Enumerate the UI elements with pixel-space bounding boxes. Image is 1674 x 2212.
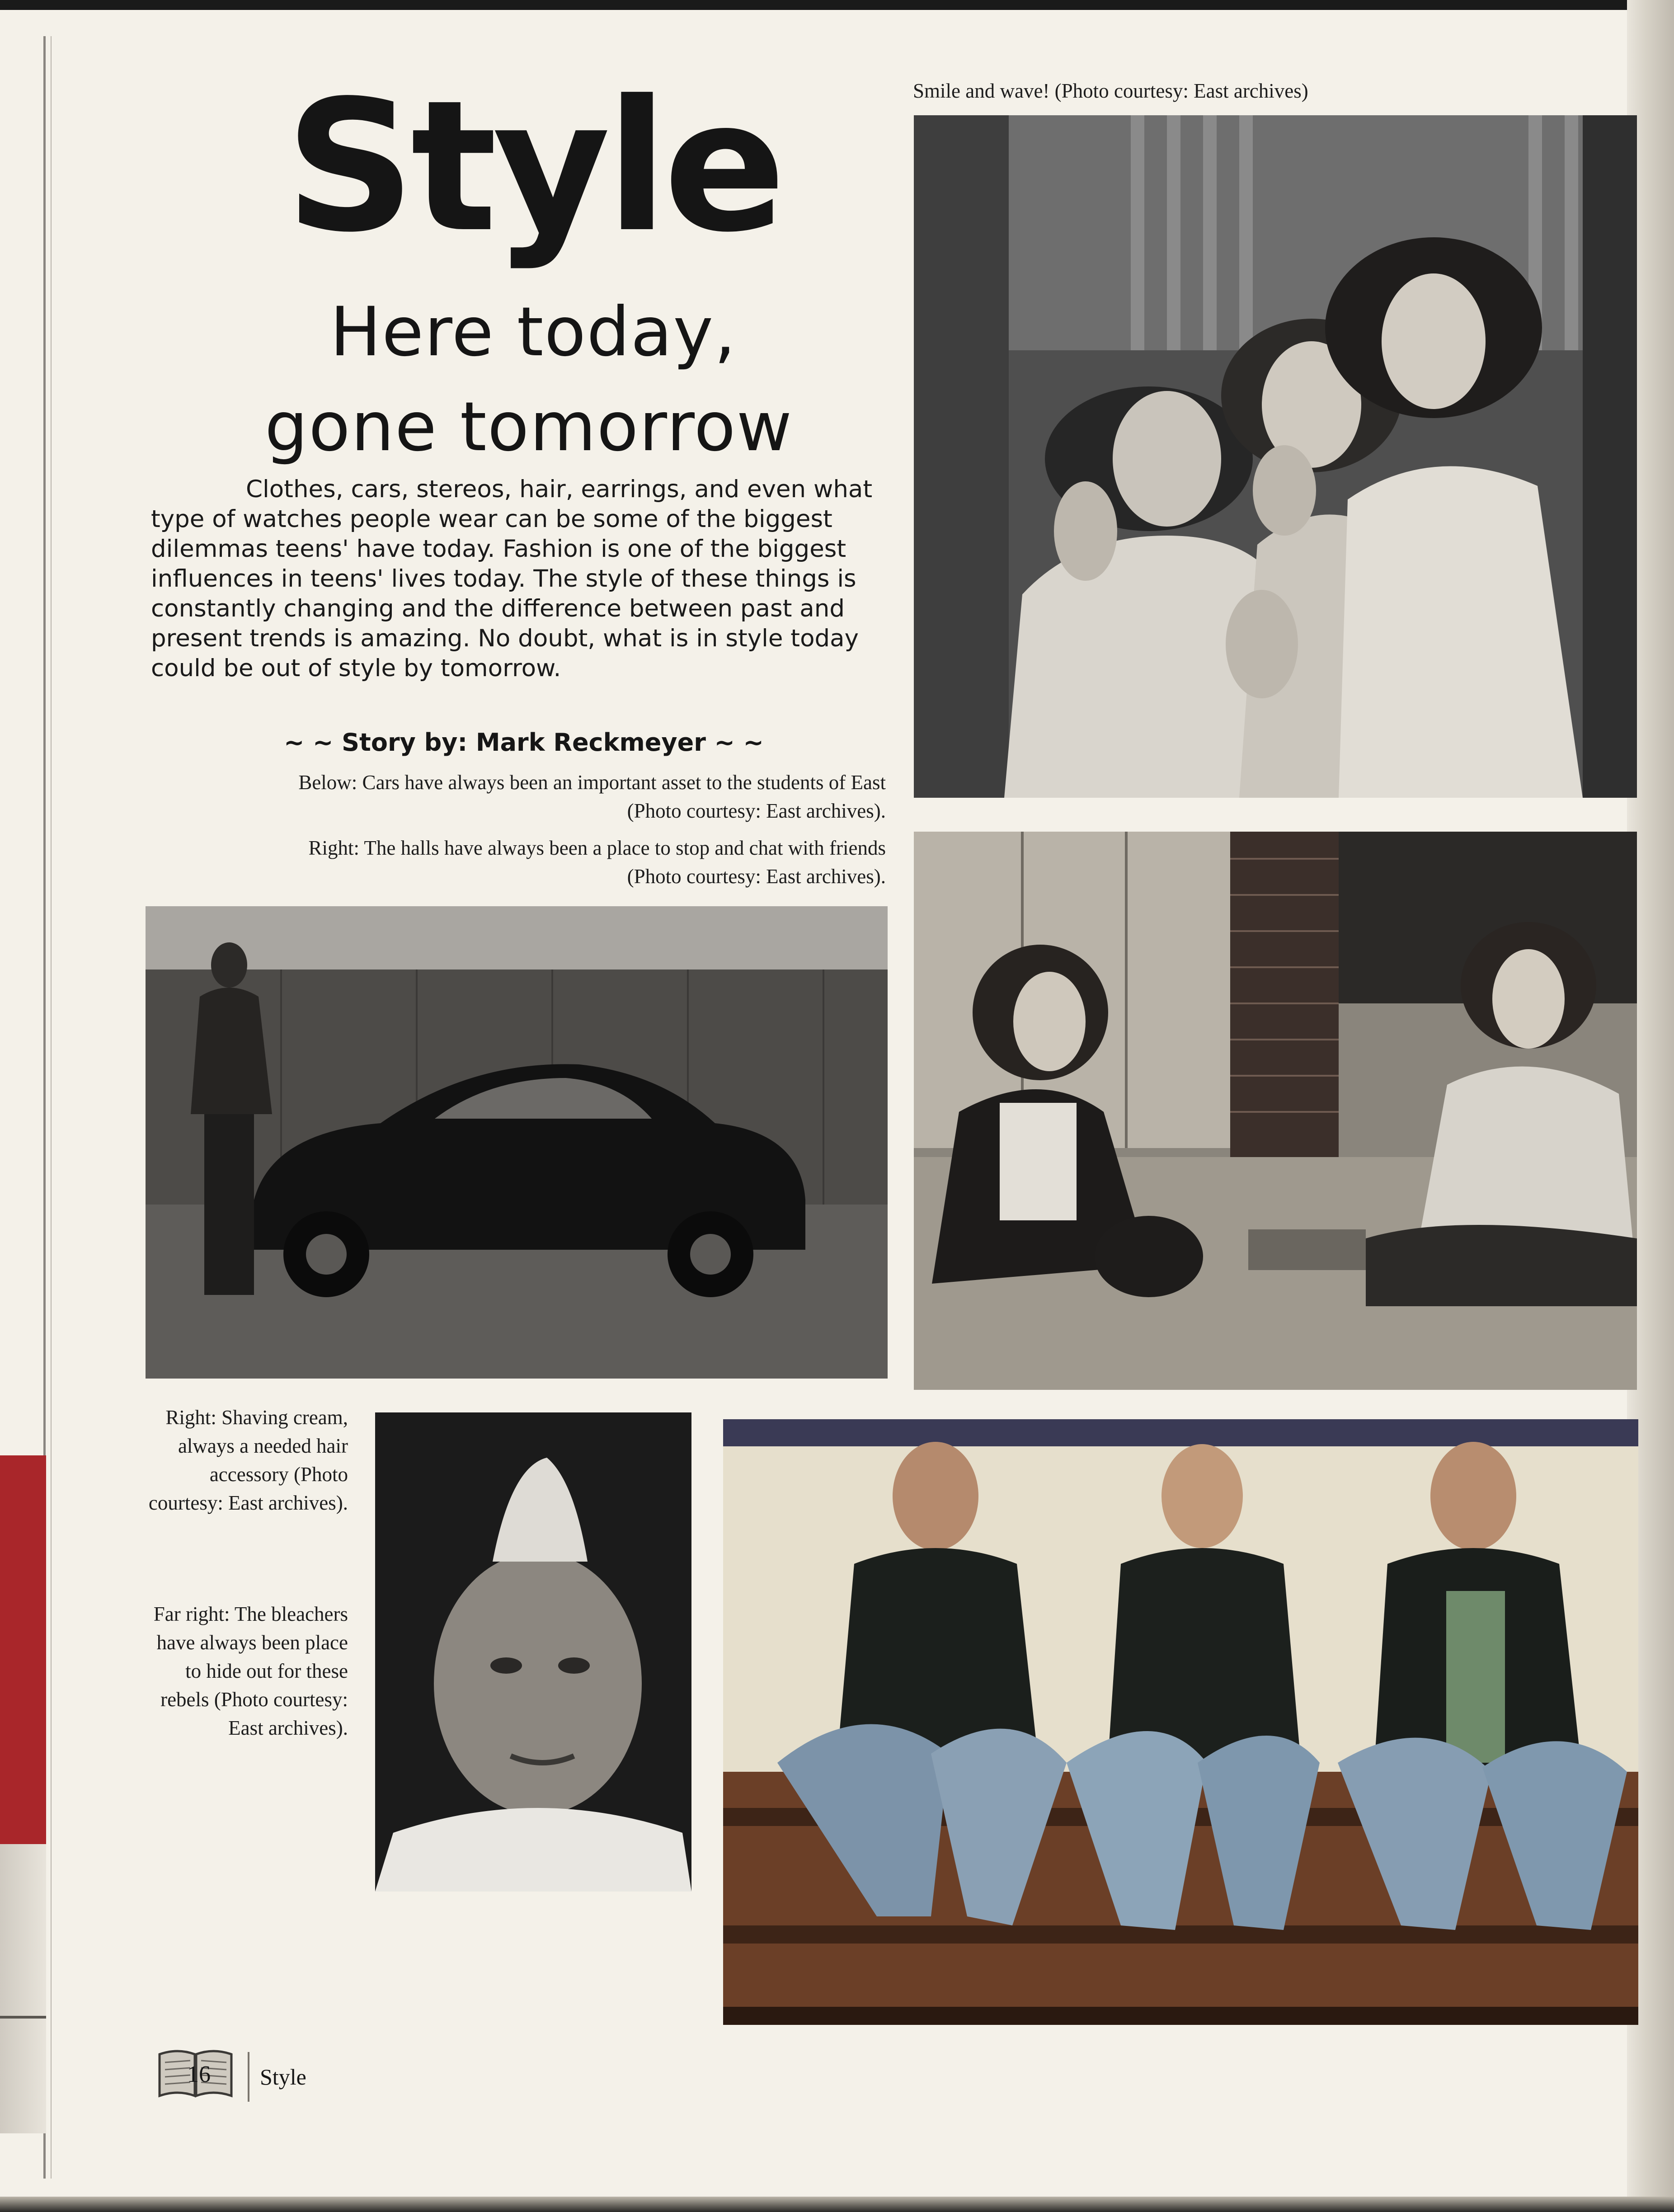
subtitle-line-2: gone tomorrow [264, 388, 793, 466]
page-number: 16 [187, 2061, 211, 2087]
caption-bleachers: Far right: The bleachers have always been place to hide out for these rebels (Photo courtesy: East archives). [153, 1603, 348, 1739]
caption-halls-line-1: Right: The halls have always been a place to stop and chat with friends [308, 837, 886, 859]
caption-halls-line-2: (Photo courtesy: East archives). [627, 865, 886, 888]
spine-mark [0, 2016, 46, 2019]
caption-cars-line-1: Below: Cars have always been an important asset to the students of East [298, 771, 886, 794]
caption-smile: Smile and wave! (Photo courtesy: East archives) [913, 80, 1308, 102]
photo-girls-waving [914, 115, 1637, 798]
story-paragraph: Clothes, cars, stereos, hair, earrings, and even what type of watches people wear can be some of the biggest dilemmas teens' have today. Fashion is one of the biggest influences in teens' lives today. The style of these things is constantly changing and the difference between past and present trends is amazing. No doubt, what is in style today could be out of style by tomorrow. [151, 475, 873, 682]
photo-shaving-cream-image [375, 1412, 691, 1892]
binding-line [51, 36, 52, 2179]
spine-red-band [0, 1455, 46, 1844]
spine-grey-band [0, 1844, 46, 2133]
photo-halls-friends-image [914, 832, 1637, 1390]
caption-cars [136, 768, 886, 827]
caption-halls [136, 834, 886, 893]
section-label: Style [260, 2064, 306, 2090]
photo-car-image [146, 906, 888, 1379]
footer-divider [248, 2052, 249, 2102]
page-bottom-edge [0, 2197, 1674, 2212]
photo-shaving-cream [375, 1412, 691, 1892]
photo-car [146, 906, 888, 1379]
story-text [151, 475, 897, 728]
caption-shaving: Right: Shaving cream, always a needed hair accessory (Photo courtesy: East archives). [148, 1406, 348, 1514]
story-byline: ~ ~ Story by: Mark Reckmeyer ~ ~ [284, 728, 764, 757]
photo-halls-friends [914, 832, 1637, 1390]
caption-cars-line-2: (Photo courtesy: East archives). [627, 800, 886, 822]
photo-girls-waving-image [914, 115, 1637, 798]
page-title: Style [285, 62, 782, 272]
page-top-edge [0, 0, 1674, 10]
photo-bleachers-rebels-image [723, 1419, 1638, 2025]
subtitle-line-1: Here today, [330, 293, 737, 372]
photo-bleachers-rebels [723, 1419, 1638, 2025]
